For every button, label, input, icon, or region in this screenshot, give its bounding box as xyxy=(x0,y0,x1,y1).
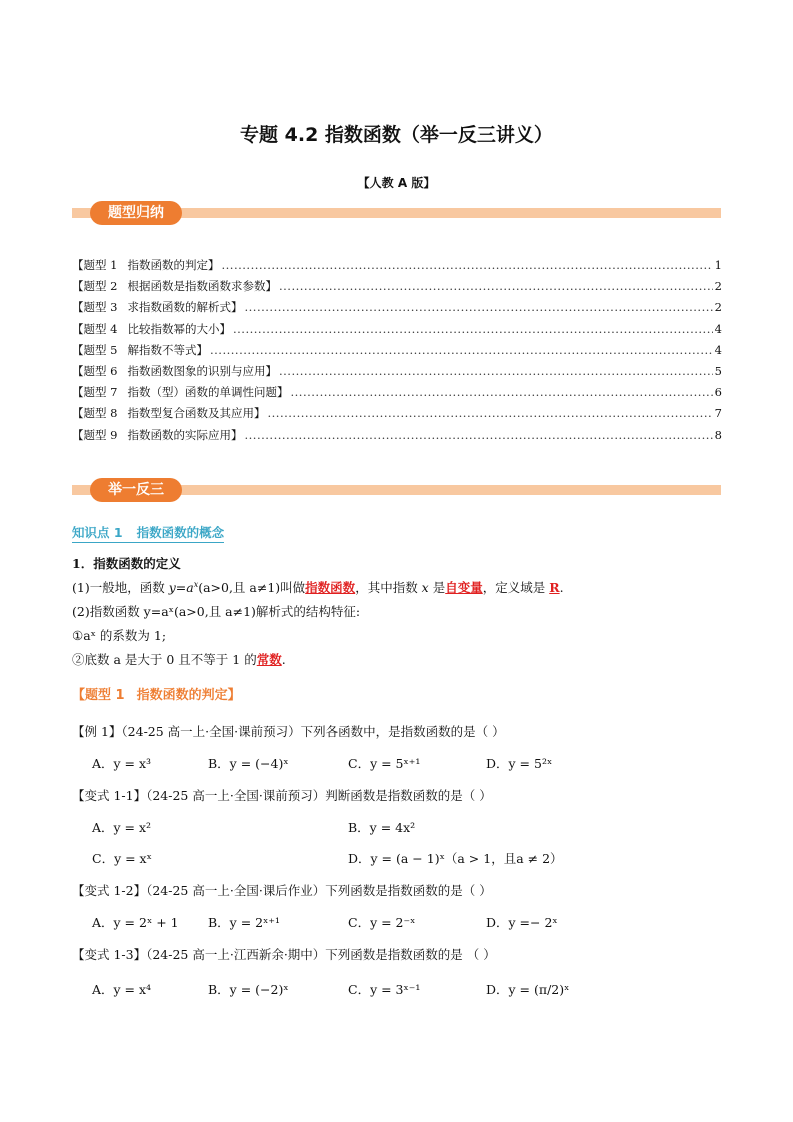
definition-line-2: (2)指数函数 y=aˣ(a>0,且 a≠1)解析式的结构特征: xyxy=(72,604,361,619)
option-b[interactable]: B．y = (−4)ˣ xyxy=(208,756,289,771)
toc-item[interactable]: 【题型 4 比较指数幂的大小】 ..... 4 xyxy=(72,321,722,342)
summary-banner-label: 题型归纳 xyxy=(90,201,182,225)
question-stem: 【变式 1-1】（24-25 高一上·全国·课前预习）判断函数是指数函数的是（ ） xyxy=(72,788,492,803)
option-c[interactable]: C．y = xˣ xyxy=(92,851,152,866)
option-d[interactable]: D．y = 5²ˣ xyxy=(486,756,553,771)
definition-line-1: (1)一般地，函数 $y=a^x(a>0$,且 a≠1)叫做指数函数，其中指数 x 是自变量，定义域是 R. xyxy=(72,579,564,595)
option-b[interactable]: B．y = 4x² xyxy=(348,820,416,835)
option-d[interactable]: D．y = (π/2)ˣ xyxy=(486,982,570,997)
definition-line-4: ②底数 a 是大于 0 且不等于 1 的常数. xyxy=(72,652,286,667)
option-a[interactable]: A．y = x² xyxy=(92,820,152,835)
term-constant: 常数 xyxy=(256,652,282,667)
toc-item[interactable]: 【题型 2 根据函数是指数函数求参数】 ..... 2 xyxy=(72,278,722,299)
practice-banner xyxy=(72,478,721,502)
option-c[interactable]: C．y = 5ˣ⁺¹ xyxy=(348,756,421,771)
table-of-contents xyxy=(72,257,722,448)
option-c[interactable]: C．y = 2⁻ˣ xyxy=(348,915,416,930)
term-real-numbers: R xyxy=(549,580,560,595)
term-independent-variable: 自变量 xyxy=(445,580,483,595)
option-a[interactable]: A．y = x³ xyxy=(92,756,152,771)
knowledge-point-heading: 知识点 1 指数函数的概念 xyxy=(72,523,224,543)
toc-item[interactable]: 【题型 3 求指数函数的解析式】 ..... 2 xyxy=(72,299,722,320)
toc-item[interactable]: 【题型 6 指数函数图象的识别与应用】 ..... 5 xyxy=(72,363,722,384)
option-c[interactable]: C．y = 3ˣ⁻¹ xyxy=(348,982,421,997)
option-d[interactable]: D．y =− 2ˣ xyxy=(486,915,558,930)
question-stem: 【变式 1-2】（24-25 高一上·全国·课后作业）下列函数是指数函数的是（ ） xyxy=(72,883,492,898)
practice-banner-label: 举一反三 xyxy=(90,478,182,502)
edition-label: 【人教 A 版】 xyxy=(357,176,436,190)
document-title: 专题 4.2 指数函数（举一反三讲义） xyxy=(240,124,553,146)
definition-line-3: ①aˣ 的系数为 1; xyxy=(72,628,167,643)
toc-item[interactable]: 【题型 1 指数函数的判定】 ..... 1 xyxy=(72,257,722,278)
toc-item[interactable]: 【题型 8 指数型复合函数及其应用】 ..... 7 xyxy=(72,405,722,426)
toc-item[interactable]: 【题型 5 解指数不等式】 ..... 4 xyxy=(72,342,722,363)
option-d[interactable]: D．y = (a − 1)ˣ（a > 1，且a ≠ 2） xyxy=(348,851,563,866)
definition-heading: 1．指数函数的定义 xyxy=(72,556,181,571)
question-stem: 【变式 1-3】（24-25 高一上·江西新余·期中）下列函数是指数函数的是 （ ） xyxy=(72,947,496,962)
term-exponential-function: 指数函数 xyxy=(305,580,356,595)
option-b[interactable]: B．y = (−2)ˣ xyxy=(208,982,289,997)
summary-banner xyxy=(72,201,721,225)
toc-item[interactable]: 【题型 7 指数（型）函数的单调性问题】 ..... 6 xyxy=(72,384,722,405)
option-a[interactable]: A．y = x⁴ xyxy=(92,982,152,997)
option-b[interactable]: B．y = 2ˣ⁺¹ xyxy=(208,915,281,930)
toc-item[interactable]: 【题型 9 指数函数的实际应用】 ..... 8 xyxy=(72,427,722,448)
question-stem: 【例 1】（24-25 高一上·全国·课前预习）下列各函数中，是指数函数的是（ ） xyxy=(72,724,505,739)
question-type-heading: 【题型 1 指数函数的判定】 xyxy=(72,688,241,703)
option-a[interactable]: A．y = 2ˣ + 1 xyxy=(92,915,179,930)
